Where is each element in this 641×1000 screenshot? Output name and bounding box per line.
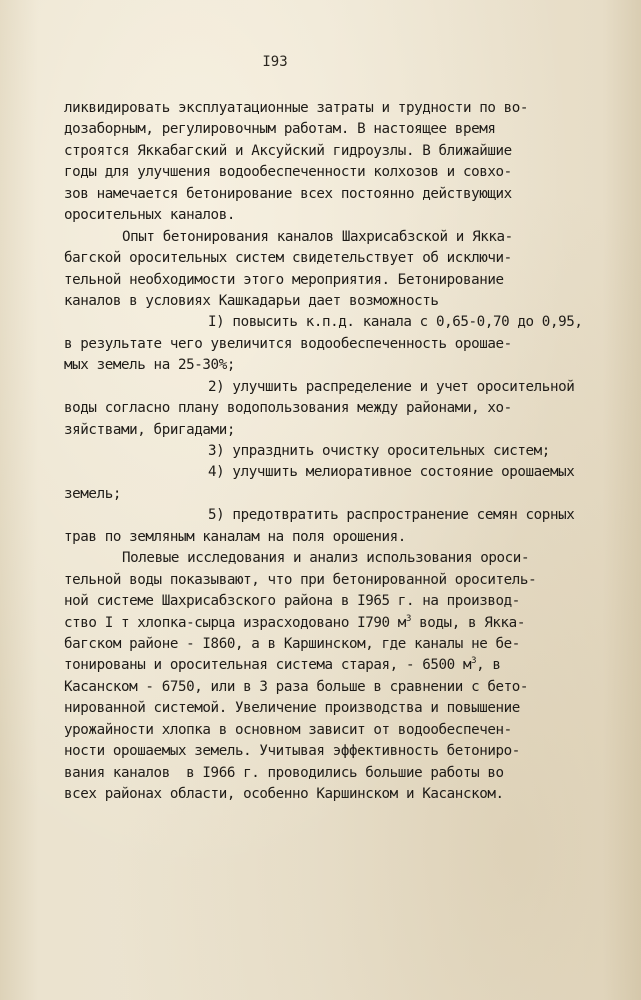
text-line-content: годы для улучшения водообеспеченности колхозов и совхо- [64,164,512,181]
text-line-content: багском районе - I860, а в Каршинском, где каналы не бе- [64,635,520,652]
text-line-content: зяйствами, бригадами; [64,421,235,438]
text-line-content: земель; [64,485,121,502]
text-line [64,377,575,398]
text-line [64,334,564,355]
text-line-content: тонированы и оросительная система старая, - 6500 м [64,657,472,674]
text-line-content: тельной необходимости этого мероприятия. Бетонирование [64,271,504,288]
text-line-content: ство I т хлопка-сырца израсходовано I790 м [64,614,406,631]
text-line [64,784,564,805]
text-line-content: в результате чего увеличится водообеспеченность орошае- [64,335,512,352]
text-line [64,677,564,698]
text-line [64,462,575,483]
text-line-content: воды согласно плану водопользования между районами, хо- [64,400,512,417]
text-line-content: I) повысить к.п.д. канала с 0,65-0,70 до 0,95, [208,314,583,331]
text-line-content: всех районах области, особенно Каршинском и Касанском. [64,786,504,802]
text-line-content: ной системе Шахрисабзского района в I965 г. на производ- [64,593,520,610]
text-line-content: каналов в условиях Кашкадарьи дает возможность [64,292,439,309]
text-line [64,548,564,569]
text-line-content: оросительных каналов. [64,207,235,224]
text-line [64,248,564,269]
text-line-content: вания каналов в I966 г. проводились большие работы во [64,764,504,781]
text-line [64,184,564,205]
text-line [64,527,564,548]
text-line-content: мых земель на 25-30%; [64,357,235,374]
text-line [64,591,564,612]
text-line [64,162,564,183]
text-line [64,270,564,291]
text-line [64,141,564,162]
text-line [64,763,564,784]
text-line [64,355,564,376]
page-number: I93 [262,54,288,70]
text-line-content: строятся Яккабагский и Аксуйский гидроузлы. В ближайшие [64,142,512,159]
superscript: 3 [405,613,411,624]
text-line-continuation: , в [476,657,501,674]
text-line [64,441,564,462]
text-line-content: зов намечается бетонирование всех постоянно действующих [64,185,512,202]
text-line [64,420,564,441]
text-line-content: трав по земляным каналам на поля орошения. [64,528,406,545]
text-line [64,98,564,119]
text-line-content: 4) улучшить мелиоративное состояние орошаемых [208,464,575,481]
text-line-content: ности орошаемых земель. Учитывая эффективность бетониро- [64,743,520,760]
text-line-content: урожайности хлопка в основном зависит от водообеспечен- [64,721,512,738]
text-line [64,720,564,741]
text-line-content: 5) предотвратить распространение семян сорных [208,507,575,524]
text-line-content: 2) улучшить распределение и учет оросительной [208,378,575,395]
text-line [64,505,575,526]
text-line [64,570,564,591]
text-line [64,398,564,419]
text-line [64,291,564,312]
text-line-content: нированной системой. Увеличение производства и повышение [64,700,520,717]
text-line [64,484,564,505]
text-line [64,634,564,655]
text-line [64,698,564,719]
text-line-continuation: воды, в Якка- [410,614,525,631]
text-line-content: ликвидировать эксплуатационные затраты и трудности по во- [64,100,529,116]
text-line-content: Опыт бетонирования каналов Шахрисабзской и Якка- [122,228,513,245]
text-line [64,227,564,248]
superscript: 3 [471,656,477,667]
text-line [64,741,564,762]
text-line-content: багской оросительных систем свидетельствует об исключи- [64,250,512,267]
text-line [64,205,564,226]
text-line [64,655,564,676]
text-line [64,119,564,140]
text-line-content: Касанском - 6750, или в 3 раза больше в сравнении с бето- [64,678,529,695]
text-line-content: 3) упразднить очистку оросительных систем; [208,443,550,459]
text-line [64,312,583,333]
text-line [64,613,564,634]
text-line-content: Полевые исследования и анализ использования ороси- [122,550,530,567]
body-text [64,98,583,805]
text-line-content: тельной воды показывают, что при бетонированной ороситель- [64,571,537,588]
text-line-content: дозаборным, регулировочным работам. В настоящее время [64,121,496,138]
